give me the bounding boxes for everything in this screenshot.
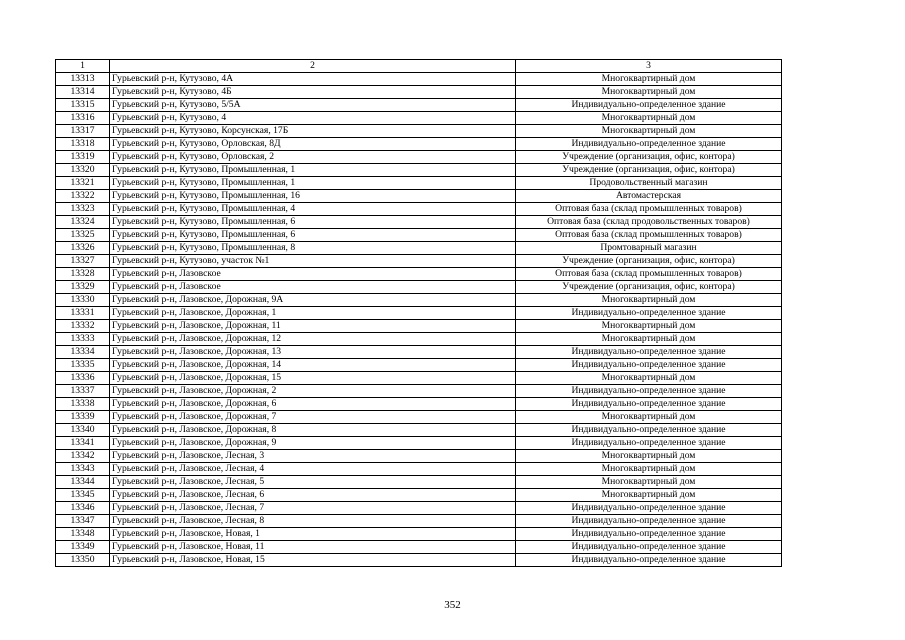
address-cell: Гурьевский р-н, Лазовское, Дорожная, 7 [110, 411, 516, 424]
address-cell: Гурьевский р-н, Лазовское, Дорожная, 14 [110, 359, 516, 372]
row-number-cell: 13314 [56, 86, 110, 99]
object-type-cell: Многоквартирный дом [516, 411, 782, 424]
registry-table [55, 59, 782, 567]
object-type-cell: Оптовая база (склад промышленных товаров) [516, 229, 782, 242]
table-row [56, 528, 782, 541]
row-number-cell: 13329 [56, 281, 110, 294]
object-type-cell: Многоквартирный дом [516, 86, 782, 99]
table-row [56, 307, 782, 320]
row-number-cell: 13313 [56, 73, 110, 86]
address-cell: Гурьевский р-н, Кутузово, Промышленная, 8 [110, 242, 516, 255]
row-number-cell: 13318 [56, 138, 110, 151]
row-number-cell: 13321 [56, 177, 110, 190]
row-number-cell: 13342 [56, 450, 110, 463]
address-cell: Гурьевский р-н, Кутузово, Промышленная, 6 [110, 216, 516, 229]
table-row [56, 229, 782, 242]
row-number-cell: 13332 [56, 320, 110, 333]
object-type-cell: Учреждение (организация, офис, контора) [516, 281, 782, 294]
row-number-cell: 13339 [56, 411, 110, 424]
address-cell: Гурьевский р-н, Кутузово, Промышленная, 1 [110, 164, 516, 177]
table-row [56, 281, 782, 294]
table-row [56, 164, 782, 177]
row-number-cell: 13330 [56, 294, 110, 307]
object-type-cell: Многоквартирный дом [516, 489, 782, 502]
address-cell: Гурьевский р-н, Лазовское, Дорожная, 1 [110, 307, 516, 320]
object-type-cell: Многоквартирный дом [516, 333, 782, 346]
object-type-cell: Многоквартирный дом [516, 320, 782, 333]
table-row [56, 320, 782, 333]
row-number-cell: 13320 [56, 164, 110, 177]
address-cell: Гурьевский р-н, Лазовское, Дорожная, 8 [110, 424, 516, 437]
table-row [56, 86, 782, 99]
table-row [56, 242, 782, 255]
address-cell: Гурьевский р-н, Лазовское, Лесная, 3 [110, 450, 516, 463]
address-cell: Гурьевский р-н, Кутузово, 4 [110, 112, 516, 125]
object-type-cell: Учреждение (организация, офис, контора) [516, 164, 782, 177]
address-cell: Гурьевский р-н, Кутузово, Орловская, 2 [110, 151, 516, 164]
object-type-cell: Многоквартирный дом [516, 125, 782, 138]
object-type-cell: Многоквартирный дом [516, 476, 782, 489]
address-cell: Гурьевский р-н, Лазовское, Дорожная, 6 [110, 398, 516, 411]
table-row [56, 463, 782, 476]
row-number-cell: 13350 [56, 554, 110, 567]
row-number-cell: 13315 [56, 99, 110, 112]
table-row [56, 541, 782, 554]
object-type-cell: Многоквартирный дом [516, 463, 782, 476]
object-type-cell: Индивидуально-определенное здание [516, 502, 782, 515]
address-cell: Гурьевский р-н, Лазовское, Дорожная, 15 [110, 372, 516, 385]
row-number-cell: 13344 [56, 476, 110, 489]
row-number-cell: 13316 [56, 112, 110, 125]
address-cell: Гурьевский р-н, Лазовское, Лесная, 6 [110, 489, 516, 502]
table-row [56, 450, 782, 463]
column-header-number: 1 [56, 60, 110, 73]
row-number-cell: 13341 [56, 437, 110, 450]
row-number-cell: 13337 [56, 385, 110, 398]
page-number: 352 [444, 599, 461, 611]
table-row [56, 125, 782, 138]
object-type-cell: Оптовая база (склад продовольственных товаров) [516, 216, 782, 229]
table-row [56, 476, 782, 489]
table-row [56, 73, 782, 86]
address-cell: Гурьевский р-н, Лазовское, Лесная, 4 [110, 463, 516, 476]
object-type-cell: Индивидуально-определенное здание [516, 528, 782, 541]
object-type-cell: Промтоварный магазин [516, 242, 782, 255]
table-row [56, 151, 782, 164]
address-cell: Гурьевский р-н, Кутузово, участок №1 [110, 255, 516, 268]
address-cell: Гурьевский р-н, Кутузово, Промышленная, 16 [110, 190, 516, 203]
object-type-cell: Оптовая база (склад промышленных товаров) [516, 268, 782, 281]
object-type-cell: Многоквартирный дом [516, 73, 782, 86]
row-number-cell: 13343 [56, 463, 110, 476]
row-number-cell: 13340 [56, 424, 110, 437]
address-cell: Гурьевский р-н, Лазовское, Дорожная, 12 [110, 333, 516, 346]
object-type-cell: Индивидуально-определенное здание [516, 398, 782, 411]
address-cell: Гурьевский р-н, Лазовское, Лесная, 5 [110, 476, 516, 489]
object-type-cell: Индивидуально-определенное здание [516, 554, 782, 567]
row-number-cell: 13328 [56, 268, 110, 281]
address-cell: Гурьевский р-н, Лазовское, Дорожная, 13 [110, 346, 516, 359]
row-number-cell: 13322 [56, 190, 110, 203]
address-cell: Гурьевский р-н, Кутузово, Орловская, 8Д [110, 138, 516, 151]
row-number-cell: 13325 [56, 229, 110, 242]
table-row [56, 346, 782, 359]
address-cell: Гурьевский р-н, Кутузово, 5/5А [110, 99, 516, 112]
address-cell: Гурьевский р-н, Лазовское [110, 268, 516, 281]
table-row [56, 138, 782, 151]
row-number-cell: 13336 [56, 372, 110, 385]
table-row [56, 385, 782, 398]
object-type-cell: Индивидуально-определенное здание [516, 437, 782, 450]
table-row [56, 190, 782, 203]
table-row [56, 216, 782, 229]
row-number-cell: 13346 [56, 502, 110, 515]
address-cell: Гурьевский р-н, Лазовское, Дорожная, 11 [110, 320, 516, 333]
table-row [56, 398, 782, 411]
table-row [56, 554, 782, 567]
address-cell: Гурьевский р-н, Кутузово, Корсунская, 17Б [110, 125, 516, 138]
row-number-cell: 13319 [56, 151, 110, 164]
address-cell: Гурьевский р-н, Лазовское, Дорожная, 2 [110, 385, 516, 398]
table-row [56, 203, 782, 216]
address-cell: Гурьевский р-н, Лазовское, Новая, 11 [110, 541, 516, 554]
table-row [56, 411, 782, 424]
address-cell: Гурьевский р-н, Кутузово, 4А [110, 73, 516, 86]
object-type-cell: Многоквартирный дом [516, 372, 782, 385]
table-row [56, 268, 782, 281]
row-number-cell: 13317 [56, 125, 110, 138]
object-type-cell: Индивидуально-определенное здание [516, 99, 782, 112]
row-number-cell: 13326 [56, 242, 110, 255]
object-type-cell: Индивидуально-определенное здание [516, 515, 782, 528]
object-type-cell: Автомастерская [516, 190, 782, 203]
address-cell: Гурьевский р-н, Кутузово, Промышленная, 4 [110, 203, 516, 216]
row-number-cell: 13323 [56, 203, 110, 216]
object-type-cell: Индивидуально-определенное здание [516, 346, 782, 359]
object-type-cell: Индивидуально-определенное здание [516, 424, 782, 437]
table-row [56, 424, 782, 437]
object-type-cell: Индивидуально-определенное здание [516, 541, 782, 554]
row-number-cell: 13345 [56, 489, 110, 502]
row-number-cell: 13331 [56, 307, 110, 320]
object-type-cell: Многоквартирный дом [516, 112, 782, 125]
table-body [56, 60, 782, 567]
column-header-address: 2 [110, 60, 516, 73]
table-row [56, 255, 782, 268]
row-number-cell: 13334 [56, 346, 110, 359]
address-cell: Гурьевский р-н, Лазовское, Лесная, 8 [110, 515, 516, 528]
object-type-cell: Учреждение (организация, офис, контора) [516, 151, 782, 164]
row-number-cell: 13335 [56, 359, 110, 372]
address-cell: Гурьевский р-н, Кутузово, Промышленная, 1 [110, 177, 516, 190]
object-type-cell: Продовольственный магазин [516, 177, 782, 190]
address-cell: Гурьевский р-н, Лазовское, Новая, 15 [110, 554, 516, 567]
table-row [56, 294, 782, 307]
row-number-cell: 13347 [56, 515, 110, 528]
row-number-cell: 13349 [56, 541, 110, 554]
address-cell: Гурьевский р-н, Лазовское, Лесная, 7 [110, 502, 516, 515]
address-cell: Гурьевский р-н, Лазовское, Дорожная, 9А [110, 294, 516, 307]
object-type-cell: Индивидуально-определенное здание [516, 359, 782, 372]
row-number-cell: 13338 [56, 398, 110, 411]
object-type-cell: Учреждение (организация, офис, контора) [516, 255, 782, 268]
table-row [56, 112, 782, 125]
object-type-cell: Индивидуально-определенное здание [516, 138, 782, 151]
table-row [56, 515, 782, 528]
address-cell: Гурьевский р-н, Лазовское, Дорожная, 9 [110, 437, 516, 450]
table-row [56, 489, 782, 502]
object-type-cell: Оптовая база (склад промышленных товаров) [516, 203, 782, 216]
address-cell: Гурьевский р-н, Кутузово, Промышленная, 6 [110, 229, 516, 242]
table-row [56, 437, 782, 450]
table-header-row [56, 60, 782, 73]
address-cell: Гурьевский р-н, Лазовское [110, 281, 516, 294]
row-number-cell: 13333 [56, 333, 110, 346]
address-cell: Гурьевский р-н, Лазовское, Новая, 1 [110, 528, 516, 541]
object-type-cell: Индивидуально-определенное здание [516, 385, 782, 398]
table-row [56, 502, 782, 515]
table-row [56, 372, 782, 385]
address-cell: Гурьевский р-н, Кутузово, 4Б [110, 86, 516, 99]
table-row [56, 359, 782, 372]
row-number-cell: 13327 [56, 255, 110, 268]
row-number-cell: 13348 [56, 528, 110, 541]
table-row [56, 99, 782, 112]
table-row [56, 177, 782, 190]
object-type-cell: Многоквартирный дом [516, 294, 782, 307]
object-type-cell: Многоквартирный дом [516, 450, 782, 463]
table-row [56, 333, 782, 346]
object-type-cell: Индивидуально-определенное здание [516, 307, 782, 320]
row-number-cell: 13324 [56, 216, 110, 229]
column-header-object-type: 3 [516, 60, 782, 73]
